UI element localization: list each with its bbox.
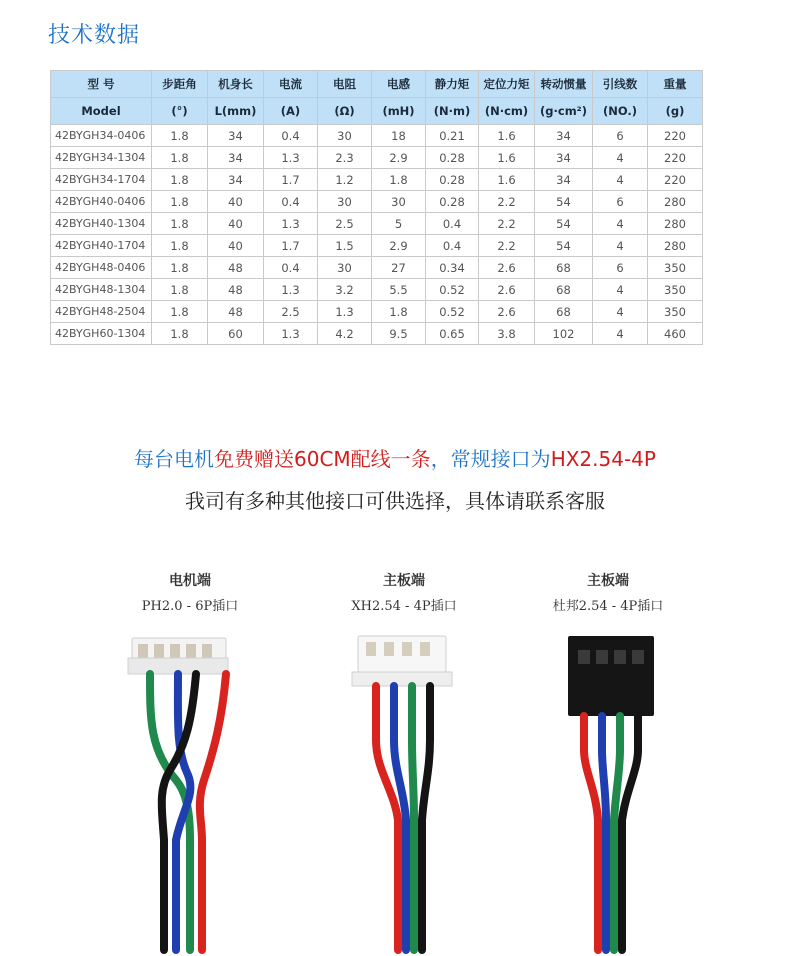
table-cell: 1.5 — [318, 235, 372, 257]
table-row — [51, 191, 703, 213]
table-unit-cell: (NO.) — [593, 98, 648, 125]
table-cell: 60 — [208, 323, 264, 345]
table-cell: 350 — [648, 279, 703, 301]
table-cell: 27 — [372, 257, 426, 279]
table-cell: 1.8 — [152, 125, 208, 147]
table-cell: 1.3 — [318, 301, 372, 323]
table-cell: 280 — [648, 213, 703, 235]
table-cell: 1.7 — [264, 235, 318, 257]
table-cell: 1.8 — [152, 235, 208, 257]
table-cell: 6 — [593, 191, 648, 213]
promo-part-1: 每台电机 — [134, 447, 215, 471]
table-header-row — [51, 71, 703, 98]
table-cell: 40 — [208, 191, 264, 213]
table-cell: 1.8 — [372, 301, 426, 323]
ph2-connector-cable — [128, 638, 228, 950]
table-cell: 1.3 — [264, 147, 318, 169]
table-cell: 1.8 — [152, 147, 208, 169]
table-cell: 0.21 — [426, 125, 479, 147]
table-unit-cell: (Ω) — [318, 98, 372, 125]
table-header-cell: 电流 — [264, 71, 318, 98]
table-cell: 54 — [535, 235, 593, 257]
table-cell: 4 — [593, 323, 648, 345]
connector-cable-illustration — [0, 620, 790, 956]
table-cell: 350 — [648, 257, 703, 279]
table-cell: 4 — [593, 301, 648, 323]
table-header-cell: 静力矩 — [426, 71, 479, 98]
promo-part-4: HX2.54-4P — [550, 447, 656, 471]
table-unit-cell: (N·m) — [426, 98, 479, 125]
table-cell: 6 — [593, 125, 648, 147]
table-cell: 3.2 — [318, 279, 372, 301]
table-cell: 40 — [208, 235, 264, 257]
table-cell: 1.8 — [152, 191, 208, 213]
model-cell: 42BYGH60-1304 — [51, 323, 152, 345]
table-header-cell: 重量 — [648, 71, 703, 98]
connector-title-motor: 电机端 — [169, 573, 211, 589]
table-cell: 0.4 — [426, 213, 479, 235]
table-cell: 1.6 — [479, 169, 535, 191]
table-cell: 220 — [648, 169, 703, 191]
table-unit-cell: (A) — [264, 98, 318, 125]
model-cell: 42BYGH34-0406 — [51, 125, 152, 147]
promo-part-2: 免费赠送60CM配线一条 — [214, 447, 431, 471]
table-cell: 2.2 — [479, 191, 535, 213]
table-unit-cell: (g) — [648, 98, 703, 125]
table-header-cell: 电阻 — [318, 71, 372, 98]
table-cell: 1.6 — [479, 125, 535, 147]
table-cell: 6 — [593, 257, 648, 279]
table-cell: 0.4 — [264, 125, 318, 147]
model-cell: 42BYGH40-1704 — [51, 235, 152, 257]
table-cell: 2.6 — [479, 279, 535, 301]
table-header-cell: 机身长 — [208, 71, 264, 98]
table-cell: 0.28 — [426, 169, 479, 191]
table-header-cell: 引线数 — [593, 71, 648, 98]
dupont-connector-cable — [568, 636, 654, 950]
spec-table — [50, 70, 703, 345]
table-cell: 30 — [318, 257, 372, 279]
promo-part-3: ，常规接口为 — [430, 447, 551, 471]
table-cell: 40 — [208, 213, 264, 235]
table-header-cell: 型 号 — [51, 71, 152, 98]
table-cell: 2.2 — [479, 235, 535, 257]
model-cell: 42BYGH34-1304 — [51, 147, 152, 169]
table-cell: 0.34 — [426, 257, 479, 279]
table-cell: 4 — [593, 147, 648, 169]
table-cell: 30 — [318, 125, 372, 147]
table-cell: 1.8 — [152, 169, 208, 191]
table-cell: 34 — [535, 169, 593, 191]
model-cell: 42BYGH40-0406 — [51, 191, 152, 213]
table-cell: 280 — [648, 191, 703, 213]
table-cell: 2.6 — [479, 301, 535, 323]
table-cell: 1.3 — [264, 213, 318, 235]
table-cell: 34 — [208, 169, 264, 191]
table-cell: 4.2 — [318, 323, 372, 345]
table-cell: 0.28 — [426, 147, 479, 169]
table-cell: 4 — [593, 235, 648, 257]
table-cell: 460 — [648, 323, 703, 345]
table-cell: 2.5 — [264, 301, 318, 323]
table-cell: 34 — [535, 147, 593, 169]
connector-subtitle-dupont: 杜邦2.54 - 4P插口 — [552, 599, 664, 614]
table-header-cell: 电感 — [372, 71, 426, 98]
table-header-cell: 定位力矩 — [479, 71, 535, 98]
table-cell: 0.52 — [426, 301, 479, 323]
table-row — [51, 257, 703, 279]
table-header-cell: 步距角 — [152, 71, 208, 98]
table-row — [51, 235, 703, 257]
table-cell: 2.5 — [318, 213, 372, 235]
table-cell: 68 — [535, 301, 593, 323]
table-row — [51, 213, 703, 235]
model-cell: 42BYGH48-2504 — [51, 301, 152, 323]
promo-line-2: 我司有多种其他接口可供选择，具体请联系客服 — [185, 489, 605, 513]
table-cell: 0.65 — [426, 323, 479, 345]
table-cell: 1.8 — [152, 279, 208, 301]
table-row — [51, 323, 703, 345]
table-cell: 280 — [648, 235, 703, 257]
table-cell: 0.4 — [426, 235, 479, 257]
table-cell: 1.2 — [318, 169, 372, 191]
table-row — [51, 301, 703, 323]
table-cell: 48 — [208, 257, 264, 279]
table-unit-cell: (g·cm²) — [535, 98, 593, 125]
table-unit-cell: L(mm) — [208, 98, 264, 125]
table-cell: 1.8 — [152, 257, 208, 279]
table-row — [51, 169, 703, 191]
model-cell: 42BYGH48-1304 — [51, 279, 152, 301]
table-cell: 220 — [648, 147, 703, 169]
table-cell: 1.3 — [264, 323, 318, 345]
table-cell: 220 — [648, 125, 703, 147]
model-cell: 42BYGH40-1304 — [51, 213, 152, 235]
table-cell: 34 — [535, 125, 593, 147]
connector-title-xh: 主板端 — [383, 573, 425, 589]
table-cell: 102 — [535, 323, 593, 345]
table-cell: 2.6 — [479, 257, 535, 279]
table-cell: 34 — [208, 147, 264, 169]
table-cell: 54 — [535, 191, 593, 213]
promo-line-1 — [0, 443, 790, 472]
table-cell: 1.8 — [152, 323, 208, 345]
table-cell: 2.9 — [372, 235, 426, 257]
table-cell: 68 — [535, 279, 593, 301]
xh-connector-cable — [352, 636, 452, 950]
table-unit-cell: (N·cm) — [479, 98, 535, 125]
table-cell: 2.2 — [479, 213, 535, 235]
table-cell: 1.8 — [152, 213, 208, 235]
table-cell: 350 — [648, 301, 703, 323]
table-unit-cell: (mH) — [372, 98, 426, 125]
model-cell: 42BYGH34-1704 — [51, 169, 152, 191]
table-cell: 4 — [593, 169, 648, 191]
table-cell: 1.8 — [372, 169, 426, 191]
table-cell: 5 — [372, 213, 426, 235]
table-cell: 1.7 — [264, 169, 318, 191]
table-cell: 2.9 — [372, 147, 426, 169]
table-cell: 30 — [318, 191, 372, 213]
table-row — [51, 125, 703, 147]
table-row — [51, 279, 703, 301]
table-cell: 18 — [372, 125, 426, 147]
table-cell: 0.4 — [264, 257, 318, 279]
table-cell: 30 — [372, 191, 426, 213]
table-cell: 0.52 — [426, 279, 479, 301]
table-cell: 2.3 — [318, 147, 372, 169]
connector-subtitle-motor: PH2.0 - 6P插口 — [141, 599, 239, 614]
table-cell: 54 — [535, 213, 593, 235]
connector-title-dupont: 主板端 — [587, 573, 629, 589]
table-cell: 68 — [535, 257, 593, 279]
table-cell: 0.28 — [426, 191, 479, 213]
table-cell: 48 — [208, 301, 264, 323]
table-cell: 3.8 — [479, 323, 535, 345]
table-cell: 34 — [208, 125, 264, 147]
table-cell: 9.5 — [372, 323, 426, 345]
table-row — [51, 147, 703, 169]
table-cell: 1.3 — [264, 279, 318, 301]
connector-subtitle-xh: XH2.54 - 4P插口 — [351, 599, 457, 614]
table-cell: 0.4 — [264, 191, 318, 213]
table-cell: 4 — [593, 213, 648, 235]
table-cell: 4 — [593, 279, 648, 301]
table-header-unit-row — [51, 98, 703, 125]
table-cell: 48 — [208, 279, 264, 301]
model-cell: 42BYGH48-0406 — [51, 257, 152, 279]
section-title: 技术数据 — [48, 23, 141, 48]
table-unit-cell: (°) — [152, 98, 208, 125]
table-cell: 1.6 — [479, 147, 535, 169]
table-header-cell: 转动惯量 — [535, 71, 593, 98]
table-unit-cell: Model — [51, 98, 152, 125]
table-cell: 5.5 — [372, 279, 426, 301]
table-cell: 1.8 — [152, 301, 208, 323]
